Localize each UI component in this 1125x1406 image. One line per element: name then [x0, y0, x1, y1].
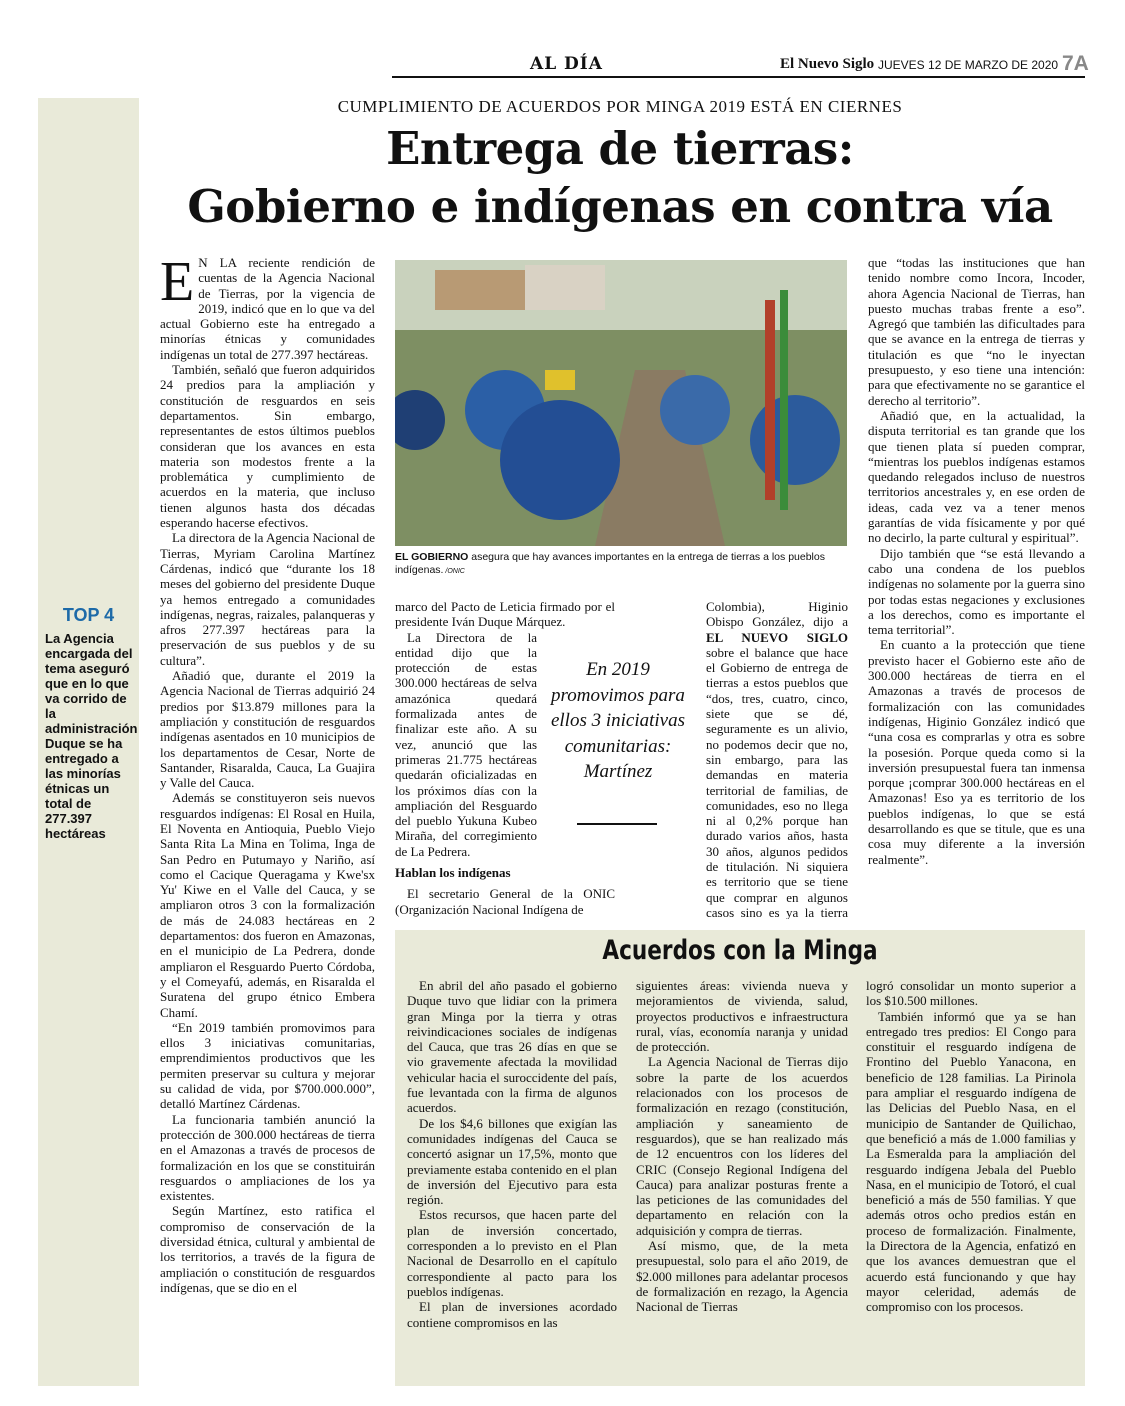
box-column-3 — [866, 978, 1076, 1383]
headline-line-2: Gobierno e indígenas en contra vía — [187, 180, 1053, 233]
paragraph: Estos recursos, que hacen parte del plan de inversión concertado, corresponden a lo previsto en el Plan Nacional de Desarrollo en el capítulo correspondiente al pacto para los pueblos indígenas. — [407, 1207, 617, 1299]
caption-lead: EL GOBIERNO — [395, 551, 469, 563]
issue-date: JUEVES 12 DE MARZO DE 2020 — [878, 58, 1059, 72]
paragraph: Además se constituyeron seis nuevos resguardos indígenas: El Rosal en Huila, El Noventa en Antioquia, Pueblo Viejo Santa Rita La Mina en Tolima, Inga de San Pedro en Putumayo y Nariño, así como el Cacique Queragama y Kwe'sx Yu' Kiwe en el Valle del Cauca, y se ampliaron otros 3 con la formalización de más de 24.083 hectáreas en 2 departamentos: dos fueron en Amazonas, en el municipio de La Pedrera, donde ampliaron el Resguardo Puerto Córdoba, y el Comeyafú, además, en Risaralda el Suratena del grupo étnico Embera Chamí. — [160, 790, 375, 1020]
sidebar-label: TOP 4 — [62, 605, 115, 625]
paragraph: También informó que ya se han entregado tres predios: El Congo para constituir el resguardo indígena de Frontino del Pueblo Yanacona, en beneficio de 128 familias. La Pirinola para ampliar el resguardo indígena de las Delicias del Pueblo Nasa, en el municipio de Santander de Quilichao, que benefició a más de 1.000 familias y La Esmeralda para la ampliación del resguardo indígena Jebala del Pueblo Nasa, en el municipio de Totoró, el cual benefició a más de 550 familias. Y que además otros ocho predios están en proceso de formalización. Finalmente, la Directora de la Agencia, enfatizó en que los avances demuestran que el acuerdo está funcionando y que hay mayor celeridad, además de compromiso con los procesos. — [866, 1008, 1076, 1315]
sidebar-text: La Agencia encargada del tema aseguró que en lo que va corrido de la administración Duque se ha entregado a las minorías étnicas un total de 277.397 hectáreas — [45, 631, 138, 841]
box-column-1 — [407, 978, 617, 1383]
paragraph: marco del Pacto de Leticia firmado por el presidente Iván Duque Márquez. — [395, 599, 615, 630]
caption-text: asegura que hay avances importantes en la entrega de tierras a los pueblos indígenas. — [395, 551, 825, 576]
paragraph: En cuanto a la protección que tiene previsto hacer el Gobierno este año de 300.000 hectáreas de tierra en el Amazonas a través de procesos de formalización con las comunidades indígenas, Higinio González indicó que “una cosa es comprarlas y otra es sobre la posesión. Porque queda como si la inversión presupuestal fuera tan inmensa porque ¡comprar 300.000 hectáreas en el Amazonas! Eso ya es territorio de los pueblos indígenas, lo que se está desarrollando es que se titule, que es una cosa muy diferente a la inversión realmente”. — [868, 637, 1085, 867]
article-photo — [395, 260, 847, 546]
article-kicker: CUMPLIMIENTO DE ACUERDOS POR MINGA 2019 ESTÁ EN CIERNES — [337, 97, 903, 116]
pull-quote: En 2019 promovimos para ellos 3 iniciativas comunitarias: Martínez — [550, 659, 686, 782]
paragraph: También, señaló que fueron adquiridos 24 predios para la ampliación y constitución de resguardos en seis departamentos. Sin embargo, representantes de estos últimos pueblos consideran que los avances en esta materia son modestos frente a la problemática y cumplimiento de acuerdos en la materia, que incluso tienen algunos hasta dos décadas esperando hacerse efectivos. — [160, 362, 375, 531]
paragraph: Así mismo, que, de la meta presupuestal, solo para el año 2019, de $2.000 millones para adelantar procesos de formalización en rezago, la Agencia Nacional de Tierras — [636, 1238, 848, 1315]
paragraph: N LA reciente rendición de cuentas de la Agencia Nacional de Tierras, por la vigencia de 2019, indicó que en lo que va del actual Gobierno este ha entregado a minorías étnicas y comunidades indígenas un total de 277.397 hectáreas. — [160, 255, 375, 362]
drop-cap: E — [160, 255, 195, 313]
paragraph: De los $4,6 billones que exigían las comunidades indígenas del Cauca se concertó asignar un 17,5%, monto que previamente estaba contenido en el plan de inversión del Ejecutivo para esta región. — [407, 1115, 617, 1208]
paragraph: Dijo también que “se está llevando a cabo una condena de los pueblos indígenas no solamente por la guerra sino por todas estas negaciones y exclusiones a los derechos, como es importante el tema territorial”. — [868, 545, 1085, 638]
paragraph: Según Martínez, esto ratifica el compromiso de conservación de la diversidad étnica, cultural y ambiental de los territorios, a través de la figura de ampliación o constitución de resguardos indígenas, que se dio en el — [160, 1203, 375, 1295]
paragraph: logró consolidar un monto superior a los $10.500 millones. — [866, 978, 1076, 1009]
photo-credit: /ONIC — [443, 568, 465, 575]
newspaper-name: El Nuevo Siglo — [780, 56, 875, 72]
paragraph: El plan de inversiones acordado contiene compromisos en las — [407, 1299, 617, 1330]
photo-caption — [395, 551, 847, 578]
article-column-4 — [868, 255, 1085, 920]
paragraph: La Agencia Nacional de Tierras dijo sobre la parte de los acuerdos relacionados con los procesos de formalización en rezago (constitución, ampliación y saneamiento de resguardos), que se han realizado más de 12 encuentros con los líderes del CRIC (Consejo Regional Indígena del Cauca) para analizar posturas frente a las peticiones de las comunidades del departamento en relación con la adquisición y compra de tierras. — [636, 1054, 848, 1238]
paragraph: La funcionaria también anunció la protección de 300.000 hectáreas de tierra en el Amazonas a través de procesos de formalización en los que se constituirán resguardos o ampliaciones de los ya existentes. — [160, 1111, 375, 1204]
header-rule — [392, 76, 1085, 78]
paragraph: El secretario General de la ONIC (Organización Nacional Indígena de — [395, 886, 615, 917]
paragraph: La Directora de la entidad dijo que la protección de estas 300.000 hectáreas de selva amazónica quedará formalizada antes de finalizar este año. A su vez, anunció que las primeras 21.775 hectáreas quedarán oficializadas en los próximos días con la ampliación del Resguardo del pueblo Yukuna Kubeo Miraña, del corregimiento de La Pedrera. — [395, 629, 537, 859]
paragraph: La directora de la Agencia Nacional de Tierras, Myriam Carolina Martínez Cárdenas, indicó que “durante los 18 meses del gobierno del presidente Duque ya hemos entregado a comunidades indígenas, negras, raizales, palanqueras y afros 277.397 hectáreas para la preservación de sus pueblos y de su cultura”. — [160, 530, 375, 668]
subhead: Hablan los indígenas — [395, 865, 511, 881]
paragraph: En abril del año pasado el gobierno Duque tuvo que lidiar con la primera gran Minga por la tierra y otras reivindicaciones sociales de indígenas del Cauca, que tras 26 días en que se vio gravemente afectada la movilidad vehicular hacia el suroccidente del país, fue levantada con la firma de algunos acuerdos. — [407, 978, 617, 1116]
box-title: Acuerdos con la Minga — [602, 935, 878, 966]
paragraph: siguientes áreas: vivienda nueva y mejoramientos de vivienda, salud, proyectos productivos e infraestructura rural, vías, economía naranja y unidad de protección. — [636, 978, 848, 1055]
paragraph: Añadió que, durante el 2019 la Agencia Nacional de Tierras adquirió 24 predios por $13.879 millones para la ampliación y constitución de resguardos indígenas asentados en 10 municipios de los departamentos de Cesar, Norte de Santander, Risaralda, Cauca, La Guajira y Valle del Cauca. — [160, 668, 375, 791]
paragraph: Añadió que, en la actualidad, la disputa territorial es tan grande que los que tienen plata sí pueden comprar, “mientras los pueblos indígenas estamos quedando relegados incluso de nuestros territorios ancestrales y, en ese orden de ideas, cada vez va a tener menos garantías de vida físicamente y por qué no decirlo, la parte cultural y espiritual”. — [868, 407, 1085, 546]
minga-photo-illustration — [395, 260, 847, 546]
paragraph: sobre el balance que hace el Gobierno de entrega de tierras a estos pueblos que “dos, tres, cuatro, cinco, siete que se dé, seguramente es un alivio, no podemos decir que no, sin embargo, para las demandas en materia territorial de familias, de comunidades, eso no llega ni al 0,2% porque han durado varios años, hasta 30 años, algunos pedidos de titulación. Ni siquiera es territorio que se tiene que comprar en algunos casos sino es ya la tierra — [706, 644, 848, 919]
article-column-1 — [160, 255, 375, 1385]
newspaper-mention: EL NUEVO SIGLO — [706, 629, 848, 645]
page-number: 7A — [1062, 52, 1089, 75]
headline-line-1: Entrega de tierras: — [386, 122, 854, 175]
box-column-2 — [636, 978, 848, 1383]
article-column-3 — [630, 599, 848, 919]
paragraph: que “todas las instituciones que han tenido nombre como Incora, Incoder, ahora Agencia Nacional de Tierras, han puesto muchas trabas frente a eso”. Agregó que también las dificultades para que se avance en la entrega de tierras y titulación es que “no le inyectan presupuesto, y eso tiene una intención: para que efectivamente no se garantice el derecho al territorio”. — [868, 255, 1085, 408]
paragraph: Colombia), Higinio Obispo González, dijo a — [706, 599, 848, 630]
paragraph: “En 2019 también promovimos para ellos 3 iniciativas comunitarias, emprendimientos productivos que les permiten preservar su cultura y mejorar su calidad de vida, por $700.000.000”, detalló Martínez Cárdenas. — [160, 1019, 375, 1112]
section-name: AL DÍA — [530, 54, 603, 74]
